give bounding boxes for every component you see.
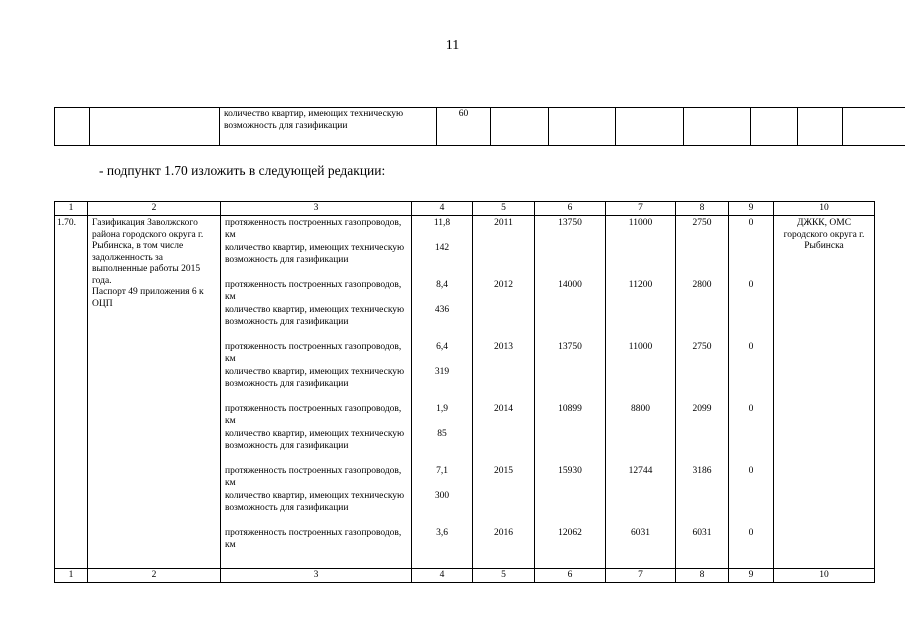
column-9 (729, 216, 774, 569)
table-cell (843, 108, 905, 146)
header-cell: 9 (729, 202, 774, 216)
header-cell: 5 (473, 202, 535, 216)
footer-cell: 10 (774, 569, 875, 583)
footer-cell: 9 (729, 569, 774, 583)
column-8-text: 3186 (692, 466, 712, 476)
header-cell: 6 (535, 202, 606, 216)
total-text: 15930 (558, 466, 582, 476)
total-text: 10899 (558, 404, 582, 414)
column-9-text: 0 (748, 528, 754, 538)
column-9-text: 0 (748, 404, 754, 414)
table-cell (491, 108, 549, 146)
table-cell (684, 108, 751, 146)
column-8-text: 2800 (692, 280, 712, 290)
measure-passport: Паспорт 49 приложения 6 к ОЦП (92, 287, 204, 309)
year-text: 2011 (494, 218, 513, 228)
indicator-text: протяженность построенных газопроводов, км (225, 404, 402, 426)
column-7-text: 11000 (628, 342, 653, 352)
column-7-text: 6031 (631, 528, 650, 538)
footer-cell: 6 (535, 569, 606, 583)
table-cell (549, 108, 616, 146)
value-text: 60 (458, 109, 469, 119)
column-8-text: 2099 (692, 404, 712, 414)
header-cell: 2 (88, 202, 221, 216)
row-number: 1.70. (55, 216, 88, 569)
table-row (55, 216, 875, 569)
indicator-text: количество квартир, имеющих техническую возможность для газификации (225, 243, 405, 265)
year-column (473, 216, 535, 569)
indicator-text: протяженность построенных газопроводов, км (225, 342, 402, 364)
indicator-text: протяженность построенных газопроводов, км (225, 528, 402, 550)
value-text: 300 (434, 491, 450, 501)
footer-cell: 3 (221, 569, 412, 583)
total-text: 13750 (558, 218, 582, 228)
year-text: 2013 (494, 342, 513, 352)
value-text: 7,1 (436, 466, 448, 476)
measure-name: Газификация Заволжского района городского округа г. Рыбинска, в том числе задолженность за выполненные работы 2015 года. (92, 218, 204, 286)
column-7-text: 8800 (631, 404, 650, 414)
column-9-text: 0 (748, 218, 754, 228)
footer-cell: 1 (55, 569, 88, 583)
table-cell (90, 108, 220, 146)
value-text: 436 (434, 305, 450, 315)
indicator-column (221, 216, 412, 569)
indicator-text: количество квартир, имеющих техническую возможность для газификации (225, 429, 405, 451)
header-cell: 7 (606, 202, 676, 216)
total-text: 12062 (558, 528, 582, 538)
header-cell: 3 (221, 202, 412, 216)
table-cell (751, 108, 798, 146)
year-text: 2016 (494, 528, 513, 538)
column-7 (606, 216, 676, 569)
total-column (535, 216, 606, 569)
program-table (54, 201, 875, 583)
continuation-table (54, 107, 905, 146)
measure-name-cell (88, 216, 221, 569)
value-text: 142 (434, 243, 450, 253)
year-text: 2015 (494, 466, 513, 476)
header-cell: 8 (676, 202, 729, 216)
table-cell (616, 108, 684, 146)
column-7-text: 11200 (628, 280, 653, 290)
value-text: 319 (434, 367, 450, 377)
indicator-text: протяженность построенных газопроводов, км (225, 280, 402, 302)
footer-row (55, 569, 875, 583)
footer-cell: 4 (412, 569, 473, 583)
header-cell: 1 (55, 202, 88, 216)
year-text: 2014 (494, 404, 513, 414)
value-text: 11,8 (433, 218, 451, 228)
value-text: 85 (437, 429, 447, 439)
indicator-text: количество квартир, имеющих техническую возможность для газификации (225, 491, 405, 513)
indicator-text: количество квартир, имеющих техническую возможность для газификации (225, 367, 405, 389)
page-number: 11 (445, 38, 460, 53)
column-8-text: 6031 (692, 528, 712, 538)
indicator-text: количество квартир, имеющих техническую возможность для газификации (225, 305, 405, 327)
header-cell: 4 (412, 202, 473, 216)
year-text: 2012 (494, 280, 513, 290)
indicator-text: количество квартир, имеющих техническую возможность для газификации (224, 109, 404, 131)
indicator-text: протяженность построенных газопроводов, км (225, 466, 402, 488)
column-8 (676, 216, 729, 569)
header-row (55, 202, 875, 216)
column-9-text: 0 (748, 280, 754, 290)
table-cell (798, 108, 843, 146)
footer-cell: 5 (473, 569, 535, 583)
indicator-cell (220, 108, 437, 146)
column-7-text: 11000 (628, 218, 653, 228)
column-7-text: 12744 (628, 466, 653, 476)
header-cell: 10 (774, 202, 875, 216)
value-text: 6,4 (436, 342, 448, 352)
value-text: 1,9 (436, 404, 448, 414)
value-column (412, 216, 473, 569)
table-cell (55, 108, 90, 146)
value-text: 8,4 (436, 280, 448, 290)
amendment-note: - подпункт 1.70 изложить в следующей редакции: (99, 163, 386, 178)
total-text: 13750 (558, 342, 582, 352)
footer-cell: 7 (606, 569, 676, 583)
column-8-text: 2750 (692, 342, 712, 352)
value-text: 3,6 (436, 528, 448, 538)
value-cell (437, 108, 491, 146)
indicator-text: протяженность построенных газопроводов, км (225, 218, 402, 240)
column-9-text: 0 (748, 466, 754, 476)
total-text: 14000 (558, 280, 582, 290)
executor-cell: ДЖКК, ОМС городского округа г. Рыбинска (774, 216, 875, 569)
footer-cell: 8 (676, 569, 729, 583)
footer-cell: 2 (88, 569, 221, 583)
table-row (55, 108, 905, 146)
column-8-text: 2750 (692, 218, 712, 228)
column-9-text: 0 (748, 342, 754, 352)
